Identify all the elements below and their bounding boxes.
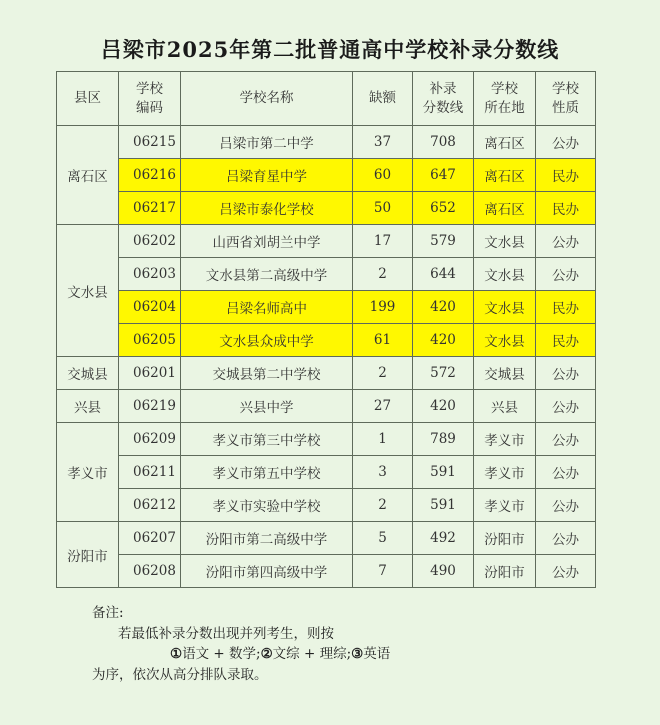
table-row	[57, 225, 596, 258]
cell-location: 孝义市	[474, 456, 536, 489]
cell-location: 交城县	[474, 357, 536, 390]
score-table	[56, 71, 596, 588]
header-county	[57, 72, 119, 126]
cell-cutoff-score: 708	[413, 126, 474, 159]
table-row	[57, 159, 596, 192]
cell-vacancies: 60	[353, 159, 413, 192]
header-location-line: 学校	[491, 80, 518, 97]
table-row	[57, 456, 596, 489]
cell-cutoff-score: 591	[413, 489, 474, 522]
table-row	[57, 390, 596, 423]
cell-school-type: 公办	[536, 126, 596, 159]
notes-heading: 备注:	[92, 605, 124, 621]
cell-cutoff-score: 652	[413, 192, 474, 225]
cell-vacancies: 2	[353, 258, 413, 291]
cell-school-code: 06208	[119, 555, 181, 588]
notes	[92, 603, 390, 685]
cell-school-code: 06216	[119, 159, 181, 192]
cell-cutoff-score: 492	[413, 522, 474, 555]
cell-school-code: 06211	[119, 456, 181, 489]
cell-vacancies: 17	[353, 225, 413, 258]
cell-school-type: 民办	[536, 324, 596, 357]
cell-location: 汾阳市	[474, 555, 536, 588]
cell-school-code: 06209	[119, 423, 181, 456]
cell-vacancies: 1	[353, 423, 413, 456]
cell-cutoff-score: 490	[413, 555, 474, 588]
cell-school-name: 孝义市第五中学校	[181, 456, 353, 489]
cell-location: 文水县	[474, 258, 536, 291]
cell-school-type: 公办	[536, 522, 596, 555]
header-row	[57, 72, 596, 126]
header-school-code	[119, 72, 181, 126]
cell-vacancies: 3	[353, 456, 413, 489]
cell-vacancies: 27	[353, 390, 413, 423]
cell-school-name: 汾阳市第二高级中学	[181, 522, 353, 555]
cell-school-type: 民办	[536, 192, 596, 225]
header-school-name	[181, 72, 353, 126]
cell-school-type: 公办	[536, 489, 596, 522]
cell-school-name: 孝义市第三中学校	[181, 423, 353, 456]
cell-location: 离石区	[474, 159, 536, 192]
cell-location: 孝义市	[474, 489, 536, 522]
cell-school-name: 吕梁育星中学	[181, 159, 353, 192]
table-row	[57, 192, 596, 225]
cell-cutoff-score: 644	[413, 258, 474, 291]
table-row	[57, 522, 596, 555]
priority-1-text: 语文 + 数学;	[182, 646, 261, 662]
cell-school-code: 06202	[119, 225, 181, 258]
header-location	[474, 72, 536, 126]
cell-county: 孝义市	[57, 423, 119, 522]
cell-location: 离石区	[474, 126, 536, 159]
cell-school-name: 孝义市实验中学校	[181, 489, 353, 522]
cell-vacancies: 5	[353, 522, 413, 555]
cell-cutoff-score: 572	[413, 357, 474, 390]
cell-school-type: 公办	[536, 390, 596, 423]
notes-line-1: 若最低补录分数出现并列考生，则按	[118, 625, 334, 642]
header-school-code-line: 编码	[136, 99, 163, 116]
cell-cutoff-score: 647	[413, 159, 474, 192]
header-county-line: 县区	[74, 90, 101, 106]
cell-county: 文水县	[57, 225, 119, 357]
circled-number-2: ②	[260, 646, 273, 662]
cell-cutoff-score: 420	[413, 291, 474, 324]
cell-school-code: 06219	[119, 390, 181, 423]
cell-vacancies: 199	[353, 291, 413, 324]
notes-line-2	[92, 644, 390, 665]
cell-cutoff-score: 579	[413, 225, 474, 258]
cell-school-code: 06217	[119, 192, 181, 225]
cell-cutoff-score: 789	[413, 423, 474, 456]
cell-school-name: 文水县众成中学	[181, 324, 353, 357]
cell-location: 文水县	[474, 291, 536, 324]
header-school-type	[536, 72, 596, 126]
cell-vacancies: 50	[353, 192, 413, 225]
cell-school-code: 06207	[119, 522, 181, 555]
header-school-name-line: 学校名称	[239, 90, 294, 106]
table-body	[57, 126, 596, 588]
cell-location: 文水县	[474, 225, 536, 258]
cell-county: 兴县	[57, 390, 119, 423]
cell-school-name: 汾阳市第四高级中学	[181, 555, 353, 588]
cell-location: 孝义市	[474, 423, 536, 456]
cell-school-code: 06203	[119, 258, 181, 291]
cell-vacancies: 37	[353, 126, 413, 159]
cell-school-code: 06215	[119, 126, 181, 159]
cell-county: 离石区	[57, 126, 119, 225]
header-cutoff-score-line: 补录	[429, 80, 457, 97]
header-school-type-line: 性质	[552, 99, 579, 116]
cell-school-code: 06204	[119, 291, 181, 324]
cell-school-type: 公办	[536, 555, 596, 588]
notes-line-3: 为序，依次从高分排队录取。	[92, 666, 268, 683]
cell-vacancies: 2	[353, 489, 413, 522]
cell-cutoff-score: 420	[413, 324, 474, 357]
cell-cutoff-score: 420	[413, 390, 474, 423]
table-row	[57, 423, 596, 456]
cell-school-code: 06205	[119, 324, 181, 357]
cell-school-name: 吕梁名师高中	[181, 291, 353, 324]
cell-county: 交城县	[57, 357, 119, 390]
cell-school-code: 06201	[119, 357, 181, 390]
header-school-code-line: 学校	[136, 80, 163, 97]
cell-school-name: 吕梁市泰化学校	[181, 192, 353, 225]
cell-school-name: 文水县第二高级中学	[181, 258, 353, 291]
header-cutoff-score-line: 分数线	[422, 99, 464, 116]
table-row	[57, 489, 596, 522]
cell-county: 汾阳市	[57, 522, 119, 588]
cell-school-type: 公办	[536, 357, 596, 390]
cell-location: 兴县	[474, 390, 536, 423]
table-row	[57, 126, 596, 159]
cell-school-name: 吕梁市第二中学	[181, 126, 353, 159]
cell-school-type: 公办	[536, 258, 596, 291]
priority-3-text: 英语	[363, 646, 391, 662]
cell-location: 汾阳市	[474, 522, 536, 555]
cell-school-name: 山西省刘胡兰中学	[181, 225, 353, 258]
table-row	[57, 324, 596, 357]
page-title: 吕梁市2025年第二批普通高中学校补录分数线	[100, 37, 560, 62]
table-row	[57, 291, 596, 324]
table-row	[57, 357, 596, 390]
header-vacancies-line: 缺额	[369, 90, 396, 106]
cell-school-name: 交城县第二中学校	[181, 357, 353, 390]
table-row	[57, 258, 596, 291]
cell-vacancies: 7	[353, 555, 413, 588]
cell-location: 文水县	[474, 324, 536, 357]
header-school-type-line: 学校	[552, 80, 579, 97]
priority-2-text: 文综 + 理综;	[272, 646, 352, 662]
header-location-line: 所在地	[484, 99, 525, 116]
cell-vacancies: 61	[353, 324, 413, 357]
cell-school-type: 公办	[536, 456, 596, 489]
cell-school-name: 兴县中学	[181, 390, 353, 423]
cell-school-type: 公办	[536, 423, 596, 456]
cell-school-code: 06212	[119, 489, 181, 522]
cell-school-type: 民办	[536, 159, 596, 192]
circled-number-1: ①	[170, 646, 183, 662]
header-cutoff-score	[413, 72, 474, 126]
cell-vacancies: 2	[353, 357, 413, 390]
cell-location: 离石区	[474, 192, 536, 225]
circled-number-3: ③	[351, 646, 364, 662]
cell-school-type: 民办	[536, 291, 596, 324]
cell-cutoff-score: 591	[413, 456, 474, 489]
table-row	[57, 555, 596, 588]
cell-school-type: 公办	[536, 225, 596, 258]
header-vacancies	[353, 72, 413, 126]
